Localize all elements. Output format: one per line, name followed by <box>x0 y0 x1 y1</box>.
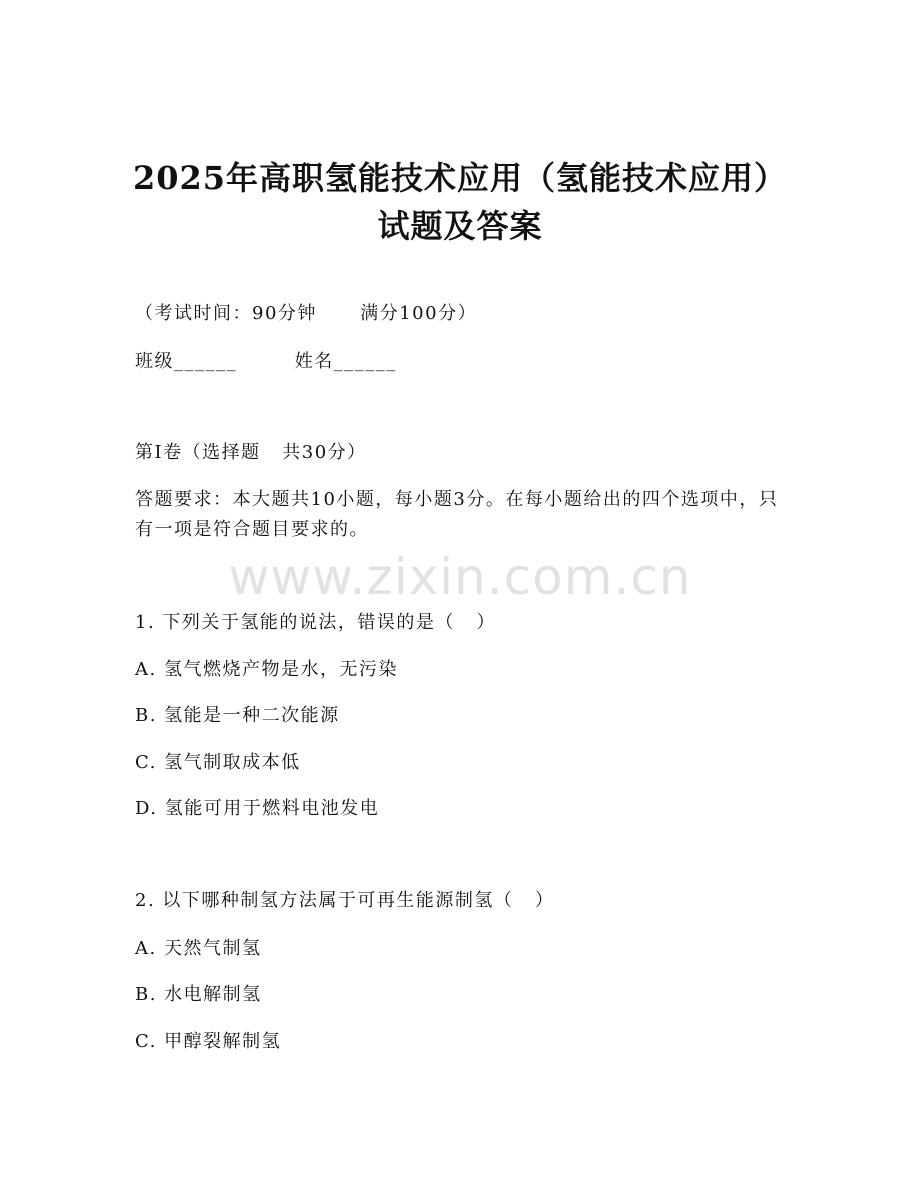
question-1-option-c: C. 氢气制取成本低 <box>135 752 301 773</box>
section-instructions: 答题要求：本大题共10小题，每小题3分。在每小题给出的四个选项中，只有一项是符合题目要求的。 <box>135 489 779 540</box>
question-1-stem: 1. 下列关于氢能的说法，错误的是（ ） <box>135 612 497 633</box>
section-heading: 第I卷（选择题 共30分） <box>135 442 367 463</box>
question-2-option-a: A. 天然气制氢 <box>135 938 262 959</box>
question-2-option-c: C. 甲醇裂解制氢 <box>135 1031 282 1052</box>
exam-time-info: （考试时间：90分钟 满分100分） <box>135 303 478 324</box>
class-name-fields: 班级______ 姓名______ <box>135 351 397 372</box>
exam-title-line-2: 试题及答案 <box>377 207 543 245</box>
question-1-option-d: D. 氢能可用于燃料电池发电 <box>135 798 380 819</box>
question-2-stem: 2. 以下哪种制氢方法属于可再生能源制氢（ ） <box>135 890 555 911</box>
question-1-option-b: B. 氢能是一种二次能源 <box>135 705 340 726</box>
question-2-option-b: B. 水电解制氢 <box>135 984 262 1005</box>
exam-title-line-1: 2025年高职氢能技术应用（氢能技术应用） <box>132 159 788 197</box>
question-1-option-a: A. 氢气燃烧产物是水，无污染 <box>135 659 398 680</box>
watermark-text: www.zixin.com.cn <box>228 548 692 606</box>
